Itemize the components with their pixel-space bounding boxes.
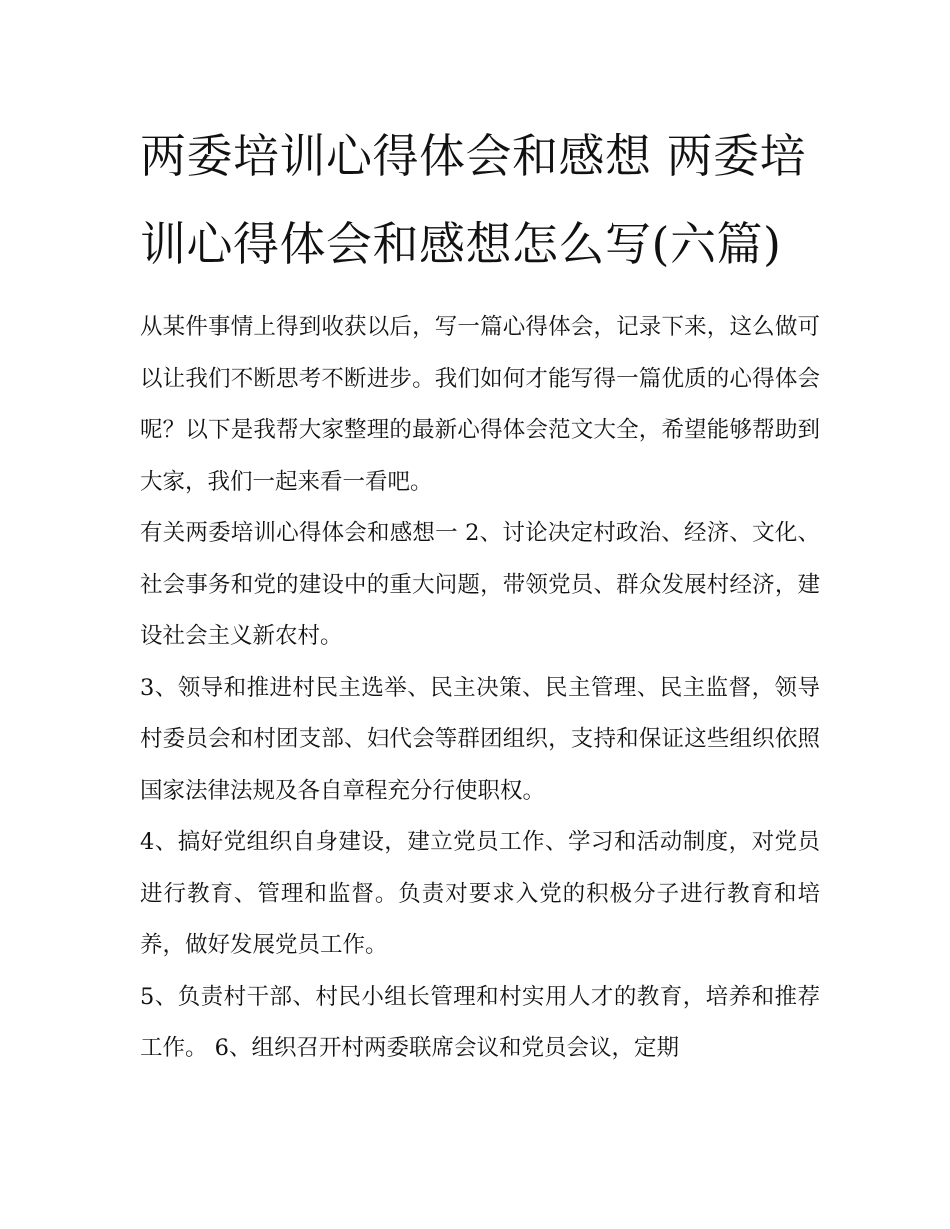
document-title: 两委培训心得体会和感想 两委培训心得体会和感想怎么写(六篇) [140,129,807,271]
document-body [140,302,820,1075]
paragraph-item-2: 有关两委培训心得体会和感想一 2、讨论决定村政治、经济、文化、社会事务和党的建设中的重大问题，带领党员、群众发展村经济，建设社会主义新农村。 [140,520,820,649]
paragraph-item-4: 4、搞好党组织自身建设，建立党员工作、学习和活动制度，对党员进行教育、管理和监督。负责对要求入党的积极分子进行教育和培养，做好发展党员工作。 [140,829,820,958]
paragraph-intro: 从某件事情上得到收获以后，写一篇心得体会，记录下来，这么做可以让我们不断思考不断进步。我们如何才能写得一篇优质的心得体会呢？以下是我帮大家整理的最新心得体会范文大全，希望能够帮助到大家，我们一起来看一看吧。 [140,314,820,495]
paragraph-item-5: 5、负责村干部、村民小组长管理和村实用人才的教育，培养和推荐工作。 6、组织召开村两委联席会议和党员会议，定期 [140,983,820,1061]
document-page [140,112,820,1075]
paragraph-item-3: 3、领导和推进村民主选举、民主决策、民主管理、民主监督，领导村委员会和村团支部、妇代会等群团组织，支持和保证这些组织依照国家法律法规及各自章程充分行使职权。 [140,674,820,804]
